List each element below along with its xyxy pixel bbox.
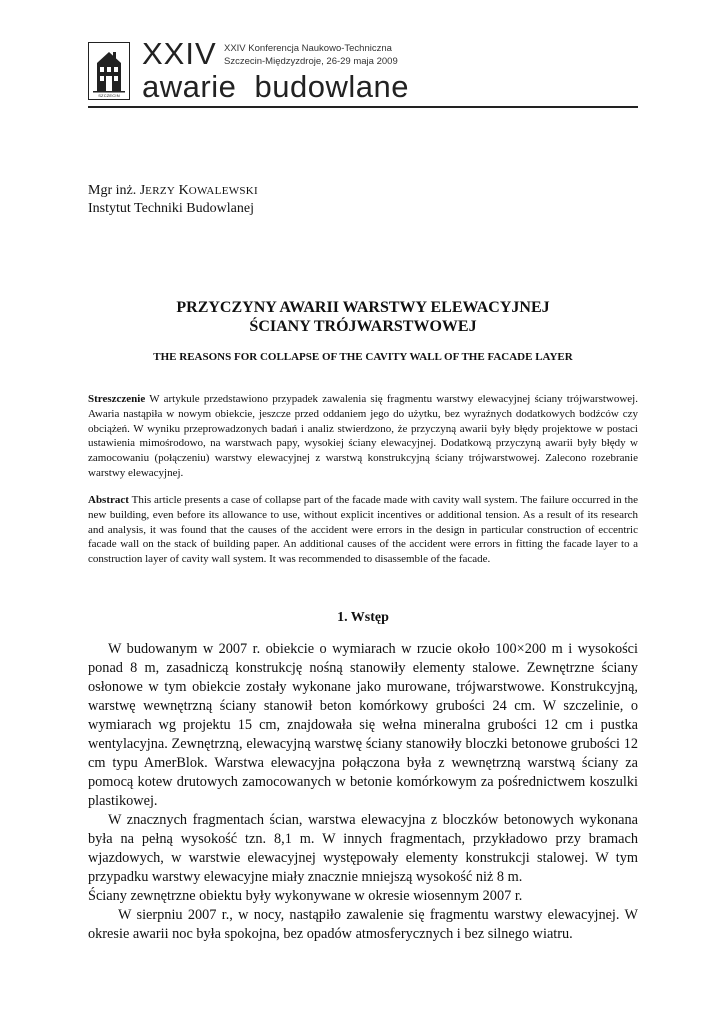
summary-polish xyxy=(88,392,638,481)
last-rest: OWALEWSKI xyxy=(188,185,259,197)
conference-place-date: Szczecin-Międzyzdroje, 26-29 maja 2009 xyxy=(224,56,398,67)
logo-caption: SZCZECIN xyxy=(98,93,120,98)
author-first-name xyxy=(140,183,175,198)
author-institution: Instytut Techniki Budowlanej xyxy=(88,201,254,216)
title-line-1: PRZYCZYNY AWARII WARSTWY ELEWACYJNEJ xyxy=(176,299,550,316)
paper-title xyxy=(88,298,638,336)
author-block xyxy=(88,182,258,217)
first-initial: J xyxy=(139,183,146,198)
paragraph: W budowanym w 2007 r. obiekcie o wymiarach w rzucie około 100×200 m i wysokości ponad 8 m, zasadniczą konstrukcję nośną stanowiły elementy stalowe. Zewnętrzne ściany osłonowe w tym obiekcie zostały wykonane jako murowane, trójwarstwowe. Konstrukcyjną, warstwę wewnętrzną ściany stanowił beton komórkowy grubości 24 cm. W szczelinie, o wymiarach wg projektu 15 cm, znajdowała się wełna mineralna grubości 12 cm i pustka wentylacyjna. Zewnętrzną, elewacyjną warstwę ściany stanowiły bloczki betonowe grubości 12 cm typu AmerBlok. Warstwa elewacyjna połączona była z wewnętrzną warstwą ściany za pomocą kotew drutowych zamocowanych w betonie komórkowym za pośrednictwem koszulki plastikowej. xyxy=(88,641,638,809)
paragraph: W sierpniu 2007 r., w nocy, nastąpiło zawalenie się fragmentu warstwy elewacyjnej. W okresie awarii noc była spokojna, bez opadów atmosferycznych i bez silnego wiatru. xyxy=(88,907,638,942)
section-body xyxy=(88,640,638,944)
header-divider xyxy=(88,106,638,108)
last-initial: K xyxy=(178,183,189,198)
conference-number: XXIV xyxy=(142,36,217,71)
first-rest: ERZY xyxy=(145,185,176,197)
conference-logo xyxy=(88,42,130,100)
conference-header xyxy=(88,38,638,108)
abstract-text: This article presents a case of collapse part of the facade made with cavity wall system. The failure occurred in the new building, even before its allowance to use, without explicit incentives or additional tension. As a result of its research and analysis, it was found that the causes of the accident were errors in the design in particular construction of eccentric facade wall on the stack of building paper. An additional causes of the accident were errors in fitting the facade layer to a construction layer of cavity wall system. It was recommended to disassemble of the facade. xyxy=(88,494,638,566)
paper-title-english: THE REASONS FOR COLLAPSE OF THE CAVITY WALL OF THE FACADE LAYER xyxy=(153,351,573,363)
conference-brand: awarie budowlane xyxy=(142,69,410,104)
section-heading: 1. Wstęp xyxy=(337,610,389,625)
conference-name: XXIV Konferencja Naukowo-Techniczna xyxy=(224,43,392,54)
author-last-name xyxy=(179,183,258,198)
paragraph: Ściany zewnętrzne obiektu były wykonywane w okresie wiosennym 2007 r. xyxy=(88,888,523,904)
summary-label: Streszczenie xyxy=(88,393,146,405)
author-name xyxy=(88,182,258,200)
summary-text: W artykule przedstawiono przypadek zawalenia się fragmentu warstwy elewacyjnej ściany trójwarstwowej. Awaria nastąpiła w nowym obiekcie, jeszcze przed oddaniem jego do użytku, bez wyraźnych dodatkowych bodźców czy obciążeń. W wyniku przeprowadzonych badań i analiz stwierdzono, że przyczyną awarii były błędy projektowe w postaci ustawienia mimośrodowo, na warstwach papy, wysokiej ściany elewacyjnej. Dodatkową przyczyną awarii były błędy w zamocowaniu (połączeniu) warstwy elewacyjnej z warstwą konstrukcyjną ściany trójwarstwowej. Zalecono rozebranie warstwy elewacyjnej. xyxy=(88,393,638,479)
conference-info xyxy=(224,42,398,68)
paragraph: W znacznych fragmentach ścian, warstwa elewacyjna z bloczków betonowych wykonana była na pełną wysokość tzn. 8,1 m. W innych fragmentach, przykładowo przy bramach wjazdowych, w warstwie elewacyjnej występowały elementy konstrukcji stalowej. W tym przypadku warstwy elewacyjne miały znacznie mniejszą wysokość niż 8 m. xyxy=(88,812,638,885)
abstract-label: Abstract xyxy=(88,494,129,506)
title-line-2: ŚCIANY TRÓJWARSTWOWEJ xyxy=(249,318,477,335)
building-icon xyxy=(89,43,129,99)
author-prefix: Mgr inż. xyxy=(88,183,140,198)
summary-english xyxy=(88,493,638,567)
